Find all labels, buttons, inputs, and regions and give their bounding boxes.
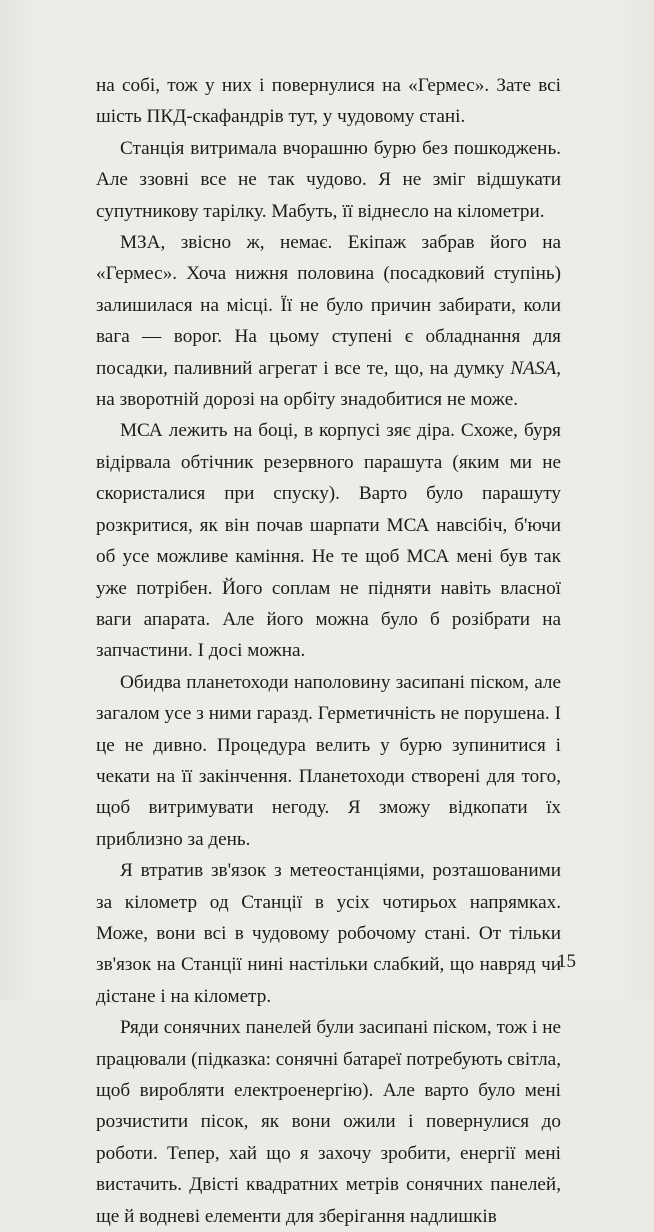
- paragraph-3-text-after: , на зворотній дорозі на орбіту знадобитися не може.: [96, 357, 561, 411]
- paragraph-5: Обидва планетоходи наполовину засипані піском, але загалом усе з ними гаразд. Герметичність не порушена. І це не дивно. Процедура велить у бурю зупинитися і чекати на її закінчення. Планетоходи створені для того, щоб витримувати негоду. Я зможу відкопати їх приблизно за день.: [96, 671, 561, 850]
- page-number: 15: [557, 951, 576, 972]
- body-text: [96, 70, 561, 1232]
- paragraph-3-emphasis-nasa: NASA: [510, 357, 557, 379]
- paragraph-3: [96, 227, 561, 415]
- paragraph-3-text-before: МЗА, звісно ж, немає. Екіпаж забрав його на «Гермес». Хоча нижня половина (посадковий ступінь) залишилася на місці. Її не було причин забирати, коли вага — ворог. На цьому ступені є обладнання для посадки, паливний агрегат і все те, що, на думку: [96, 232, 561, 379]
- paragraph-7: Ряди сонячних панелей були засипані піском, тож і не працювали (підказка: сонячні батареї потребують світла, щоб виробляти електроенергію). Але варто було мені розчистити пісок, як вони ожили і повернулися до роботи. Тепер, хай що я захочу зробити, енергії мені вистачить. Двісті квадратних метрів сонячних панелей, ще й водневі елементи для зберігання надлишків: [96, 1017, 561, 1227]
- paragraph-1: на собі, тож у них і повернулися на «Гермес». Зате всі шість ПКД-скафандрів тут, у чудовому стані.: [96, 75, 561, 128]
- paragraph-6: Я втратив зв'язок з метеостанціями, розташованими за кілометр од Станції в усіх чотирьох напрямках. Може, вони всі в чудовому робочому стані. От тільки зв'язок на Станції нині настільки слабкий, що навряд чи дістане і на кілометр.: [96, 860, 561, 1007]
- paragraph-2: Станція витримала вчорашню бурю без пошкоджень. Але ззовні все не так чудово. Я не зміг відшукати супутникову тарілку. Мабуть, її віднесло на кілометри.: [96, 137, 561, 222]
- paragraph-4: МСА лежить на боці, в корпусі зяє діра. Схоже, буря відірвала обтічник резервного парашута (яким ми не скористалися при спуску). Варто було парашуту розкритися, як він почав шарпати МСА навсібіч, б'ючи об усе можливе каміння. Не те щоб МСА мені був так уже потрібен. Його соплам не підняти навіть власної ваги апарата. Але його можна було б розібрати на запчастини. І досі можна.: [96, 420, 561, 662]
